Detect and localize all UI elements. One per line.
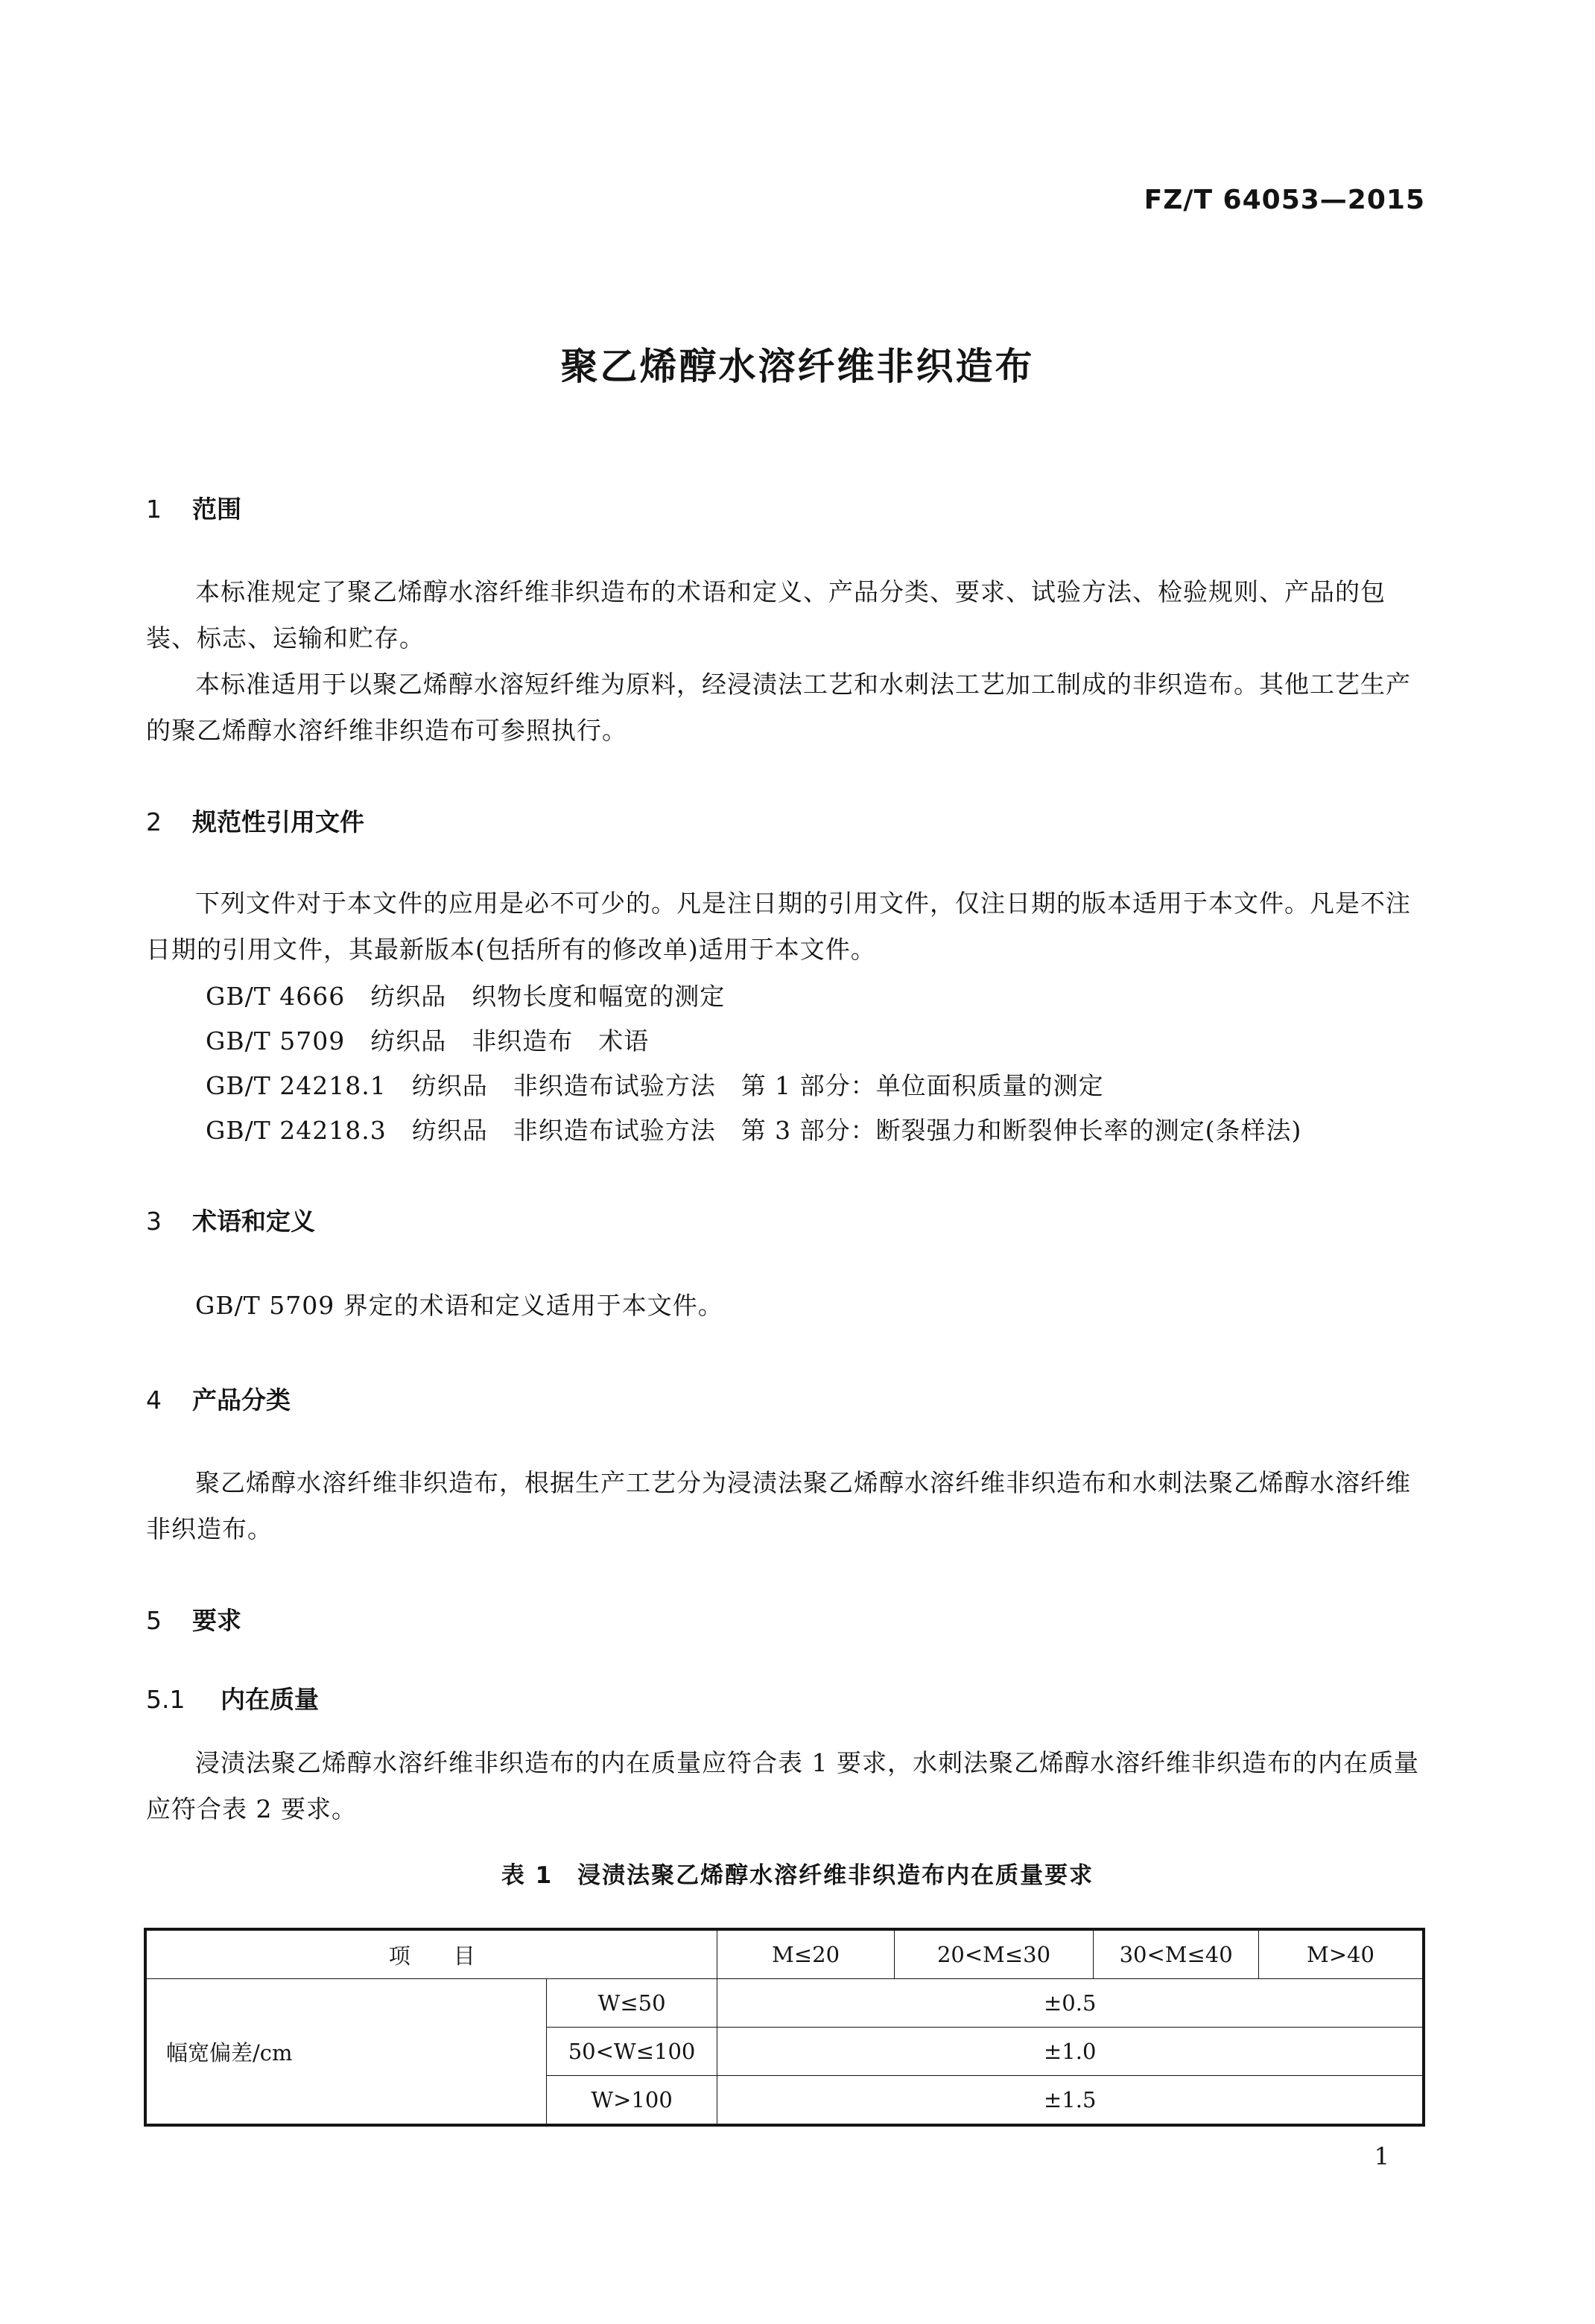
table-header-row [145,1929,1424,1979]
section-4-heading [146,1381,291,1416]
standard-code: FZ/T 64053—2015 [1144,185,1425,215]
section-number: 2 [146,807,162,836]
section-title: 术语和定义 [192,1207,315,1236]
section-number: 1 [146,495,162,524]
section-title: 内在质量 [221,1685,319,1714]
header-item: 项 目 [145,1929,717,1979]
section-number: 4 [146,1385,162,1415]
section-number: 5 [146,1606,162,1635]
table-1-caption: 表 1 浸渍法聚乙烯醇水溶纤维非织造布内在质量要求 [501,1862,1094,1889]
document-title: 聚乙烯醇水溶纤维非织造布 [560,345,1035,388]
section-2-heading [146,803,364,838]
section-2-paragraph-1: 下列文件对于本文件的应用是必不可少的。凡是注日期的引用文件，仅注日期的版本适用于本文件。凡是不注日期的引用文件，其最新版本(包括所有的修改单)适用于本文件。 [146,889,1411,964]
section-number: 3 [146,1207,162,1236]
normative-reference: GB/T 24218.1 纺织品 非织造布试验方法 第 1 部分：单位面积质量的测定 [206,1071,1104,1100]
section-1-heading [146,490,241,525]
header-m-le-20: M≤20 [717,1929,894,1979]
row-condition: W>100 [546,2076,717,2126]
section-3-heading [146,1202,315,1237]
section-4-paragraph-1: 聚乙烯醇水溶纤维非织造布，根据生产工艺分为浸渍法聚乙烯醇水溶纤维非织造布和水刺法聚乙烯醇水溶纤维非织造布。 [146,1468,1411,1543]
section-title: 规范性引用文件 [192,807,364,836]
normative-reference: GB/T 24218.3 纺织品 非织造布试验方法 第 3 部分：断裂强力和断裂伸长率的测定(条样法) [206,1116,1302,1145]
section-title: 范围 [192,495,241,524]
normative-reference: GB/T 5709 纺织品 非织造布 术语 [206,1026,650,1055]
header-m-20-30: 20<M≤30 [894,1929,1094,1979]
row-label-width-deviation: 幅宽偏差/cm [145,1979,546,2126]
section-5-heading [146,1601,241,1636]
header-m-30-40: 30<M≤40 [1094,1929,1259,1979]
section-number: 5.1 [146,1685,185,1714]
section-1-paragraph-2: 本标准适用于以聚乙烯醇水溶短纤维为原料，经浸渍法工艺和水刺法工艺加工制成的非织造布。其他工艺生产的聚乙烯醇水溶纤维非织造布可参照执行。 [146,670,1411,745]
row-condition: 50<W≤100 [546,2028,717,2076]
section-title: 要求 [192,1606,241,1635]
header-m-gt-40: M>40 [1259,1929,1424,1979]
row-value: ±1.0 [717,2028,1424,2076]
table-row [145,1979,1424,2028]
section-5-1-heading [146,1680,319,1715]
table-1 [144,1928,1425,2127]
row-condition: W≤50 [546,1979,717,2028]
page-number: 1 [1374,2142,1389,2171]
section-title: 产品分类 [192,1385,291,1415]
section-1-paragraph-1: 本标准规定了聚乙烯醇水溶纤维非织造布的术语和定义、产品分类、要求、试验方法、检验规则、产品的包装、标志、运输和贮存。 [146,577,1386,653]
row-value: ±0.5 [717,1979,1424,2028]
row-value: ±1.5 [717,2076,1424,2126]
section-5-1-paragraph-1: 浸渍法聚乙烯醇水溶纤维非织造布的内在质量应符合表 1 要求，水刺法聚乙烯醇水溶纤维非织造布的内在质量应符合表 2 要求。 [146,1748,1419,1823]
section-3-paragraph-1: GB/T 5709 界定的术语和定义适用于本文件。 [195,1291,723,1320]
normative-reference: GB/T 4666 纺织品 织物长度和幅宽的测定 [206,982,726,1011]
